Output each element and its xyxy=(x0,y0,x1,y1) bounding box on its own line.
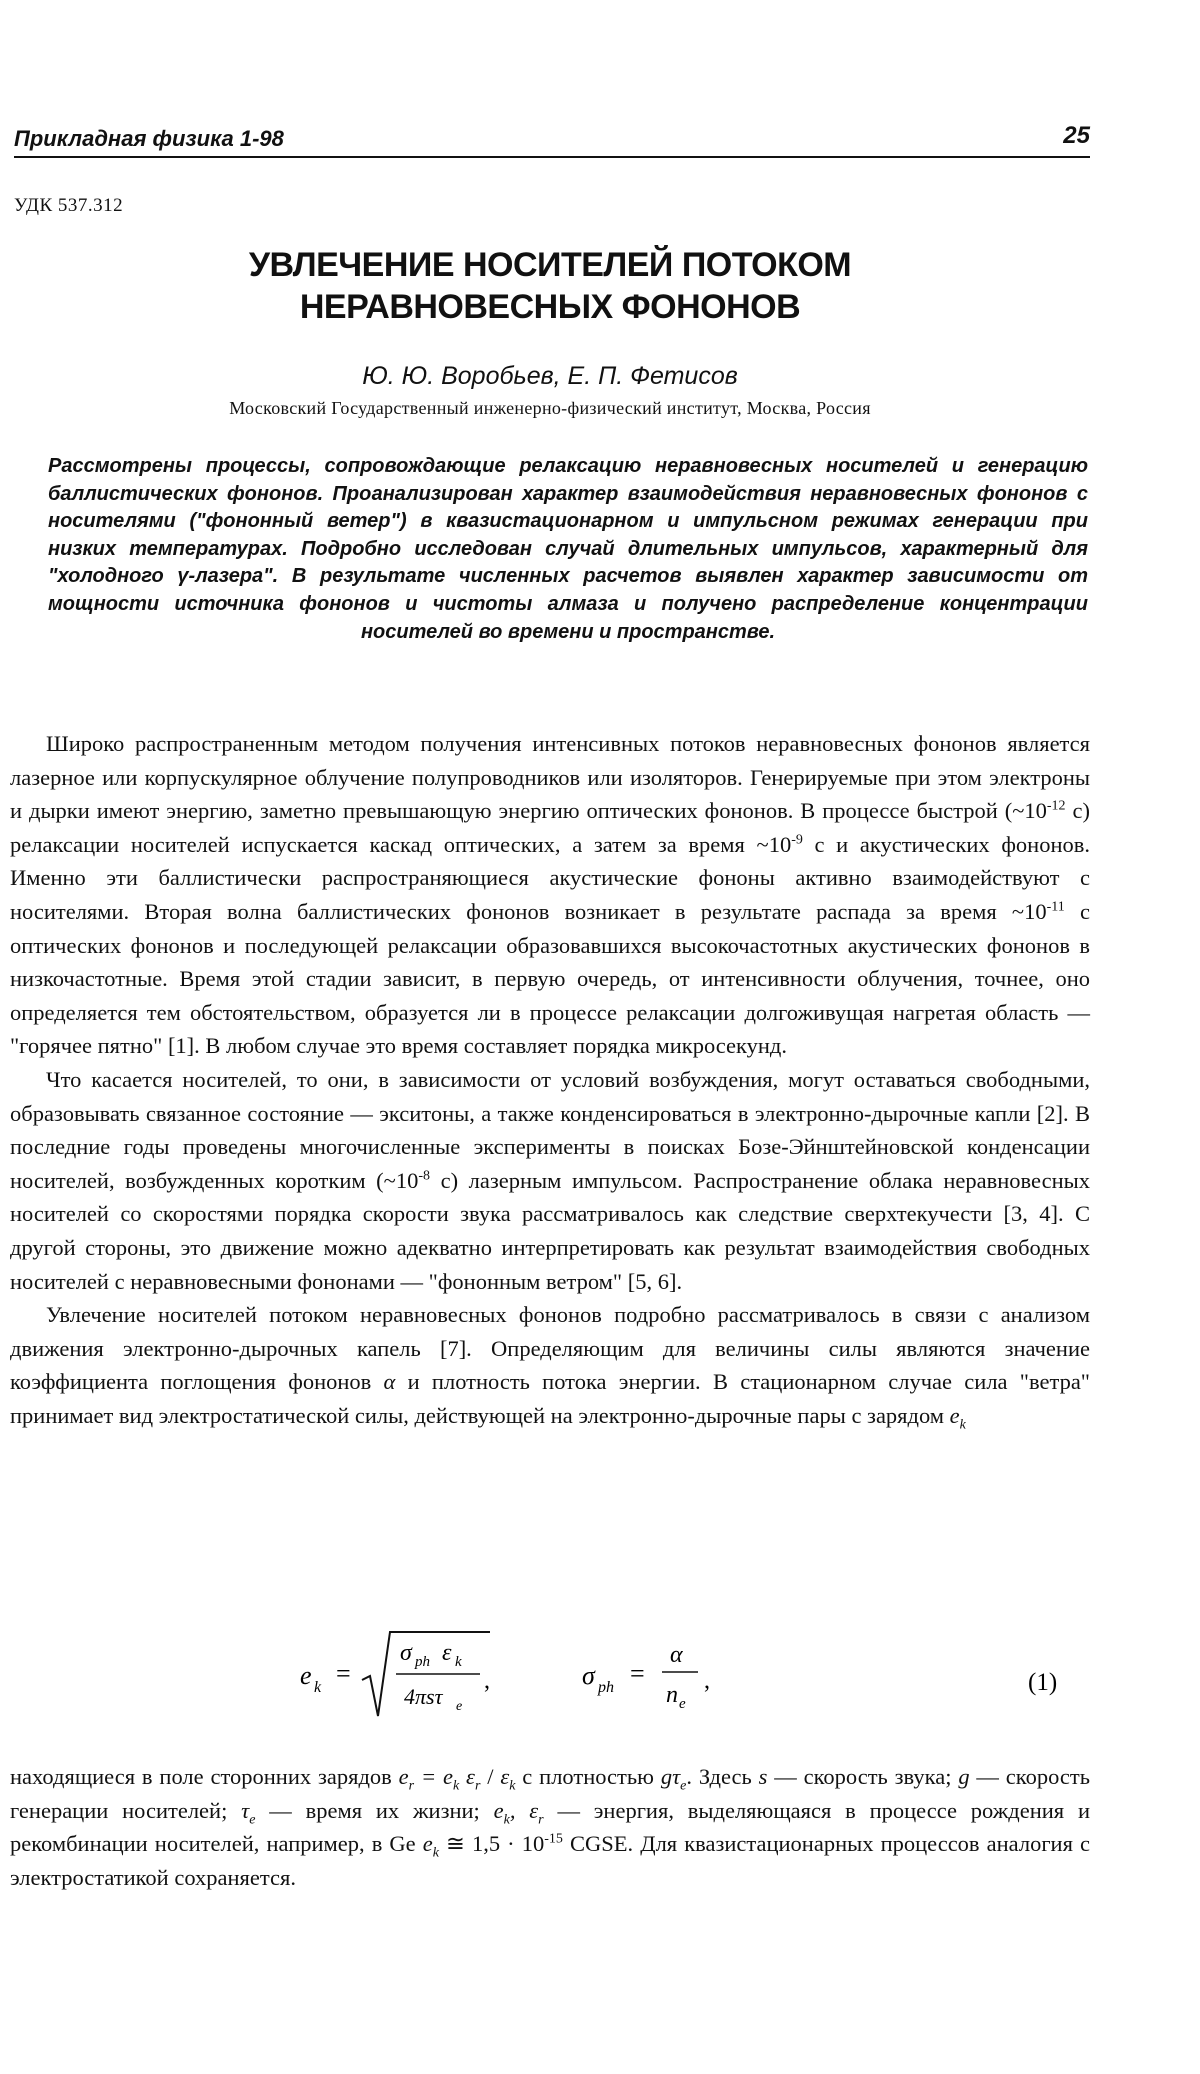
authors: Ю. Ю. Воробьев, Е. П. Фетисов xyxy=(362,362,738,390)
equation-1 xyxy=(300,1630,1100,1720)
udc-code: УДК 537.312 xyxy=(14,195,124,216)
svg-text:4πsτ: 4πsτ xyxy=(404,1684,443,1709)
paragraph-1: Широко распространенным методом получения интенсивных потоков неравновесных фононов является лазерное или корпускулярное облучение полупроводников или изоляторов. Генерируемые при этом электроны и дырки имеют энергию, заметно превышающую энергию оптических фононов. В процессе быстрой ($\sim 10^{-12}$ с) релаксации носителей испускается каскад оптических, а затем за время $\sim 10^{-9}$ с и акустических фононов. Именно эти баллистически распространяющиеся акустические фононы активно взаимодействуют с носителями. Вторая волна баллистических фононов возникает в результате распада за время $\sim 10^{-11}$ с оптических фононов и последующей релаксации образовавшихся высокочастотных акустических фононов в низкочастотные. Время этой стадии зависит, в первую очередь, от интенсивности облучения, точнее, оно определяется тем обстоятельством, образуется ли в процессе релаксации долгоживущая нагретая область — "горячее пятно" [1]. В любом случае это время составляет порядка микросекунд. xyxy=(10,731,1090,1059)
svg-text:,: , xyxy=(484,1668,490,1694)
svg-text:ε: ε xyxy=(442,1640,452,1666)
svg-text:e: e xyxy=(300,1661,312,1690)
svg-text:=: = xyxy=(630,1659,645,1688)
svg-text:=: = xyxy=(336,1659,351,1688)
svg-text:e: e xyxy=(679,1696,686,1712)
equation-number: (1) xyxy=(1028,1669,1058,1696)
svg-text:,: , xyxy=(704,1668,710,1694)
svg-text:σ: σ xyxy=(582,1661,595,1690)
svg-text:k: k xyxy=(455,1654,462,1670)
svg-text:ph: ph xyxy=(598,1679,614,1696)
paragraph-3: Увлечение носителей потоком неравновесных фононов подробно рассматривалось в связи с анализом движения электронно-дырочных капель [7]. Определяющим для величины силы являются значение коэффициента поглощения фононов α и плотность потока энергии. В стационарном случае сила "ветра" принимает вид электростатической силы, действующей на электронно-дырочные пары с зарядом $e_k$ xyxy=(10,1302,1090,1433)
svg-text:k: k xyxy=(314,1679,322,1696)
svg-text:α: α xyxy=(670,1642,683,1668)
svg-text:e: e xyxy=(456,1699,463,1714)
paragraph-4: находящиеся в поле сторонних зарядов $e_r = e_k$ $\varepsilon_r / \varepsilon_k$ с плотностью $g\tau_e$. Здесь s — скорость звука; g — скорость генерации носителей; $\tau_e$ — время их жизни; $e_k$, $\varepsilon_r$ — энергия, выделяющаяся в процессе рождения и рекомбинации носителей, например, в Ge $e_k$ ≅ $1,5 \cdot 10^{-15}$ CGSE. Для квазистационарных процессов аналогия с электростатикой сохраняется. xyxy=(10,1764,1091,1890)
page-number: 25 xyxy=(1063,122,1090,149)
running-header xyxy=(14,120,1090,158)
body-text xyxy=(10,727,1090,1442)
svg-text:σ: σ xyxy=(400,1640,412,1666)
body-text-continued xyxy=(10,1760,1090,1894)
affiliation: Московский Государственный инженерно-физический институт, Москва, Россия xyxy=(229,398,871,418)
journal-name: Прикладная физика 1-98 xyxy=(14,126,284,151)
abstract: Рассмотрены процессы, сопровождающие релаксацию неравновесных носителей и генерацию баллистических фононов. Проанализирован характер взаимодействия неравновесных фононов с носителями ("фононный ветер") в квазистационарном и импульсном режимах генерации при низких температурах. Подробно исследован случай длительных импульсов, характерный для "холодного γ-лазера". В результате численных расчетов выявлен характер зависимости от мощности источника фононов и чистоты алмаза и получено распределение концентрации носителей во времени и пространстве. xyxy=(48,455,1088,643)
svg-text:n: n xyxy=(666,1682,678,1708)
paragraph-2: Что касается носителей, то они, в зависимости от условий возбуждения, могут оставаться свободными, образовывать связанное состояние — экситоны, а также конденсироваться в электронно-дырочные капли [2]. В последние годы проведены многочисленные эксперименты в поисках Бозе-Эйнштейновской конденсации носителей, возбужденных коротким ($\sim 10^{-8}$ с) лазерным импульсом. Распространение облака неравновесных носителей со скоростями порядка скорости звука рассматривалось как следствие сверхтекучести [3, 4]. С другой стороны, это движение можно адекватно интерпретировать как результат взаимодействия свободных носителей с неравновесными фононами — "фононным ветром" [5, 6]. xyxy=(10,1066,1090,1294)
article-title: УВЛЕЧЕНИЕ НОСИТЕЛЕЙ ПОТОКОМ НЕРАВНОВЕСНЫХ ФОНОНОВ xyxy=(248,246,852,326)
svg-text:ph: ph xyxy=(415,1654,430,1670)
